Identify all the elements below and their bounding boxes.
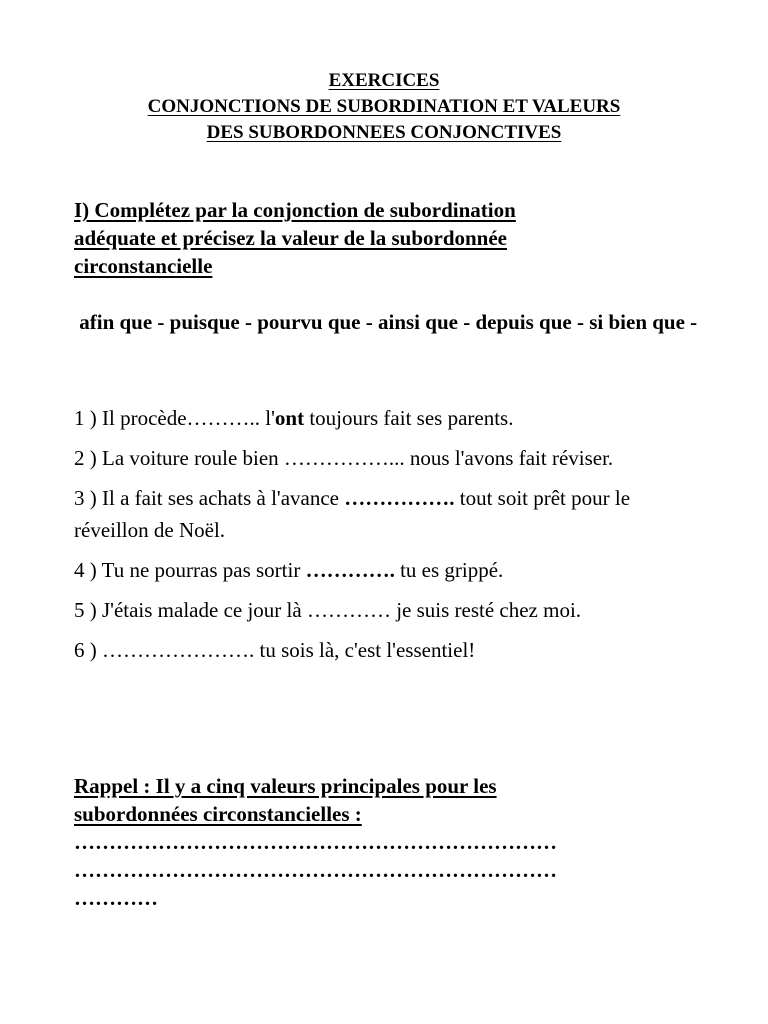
exercise-text: 3 ) Il a fait ses achats à l'avance bbox=[74, 486, 345, 510]
title-line-2: CONJONCTIONS DE SUBORDINATION ET VALEURS bbox=[147, 96, 621, 117]
exercise-item-3 bbox=[74, 482, 704, 546]
answer-dots-line-3: ………… bbox=[74, 886, 158, 910]
exercise-text: 5 ) J'étais malade ce jour là ………… je suis resté chez moi. bbox=[74, 598, 582, 622]
title-line-1: EXERCICES bbox=[328, 70, 440, 91]
exercise-bold-text: ont bbox=[274, 406, 305, 430]
exercise-item-5 bbox=[74, 594, 704, 626]
exercise-text: 6 ) …………………. tu sois là, c'est l'essentiel! bbox=[74, 638, 476, 662]
exercise-text: 4 ) Tu ne pourras pas sortir bbox=[74, 558, 306, 582]
exercise-item-2 bbox=[74, 442, 704, 474]
exercise-item-4 bbox=[74, 554, 704, 586]
rappel-title-line-2: subordonnées circonstancielles : bbox=[74, 802, 362, 826]
instruction-line-3: circonstancielle bbox=[74, 254, 213, 278]
answer-dots-line-1: …………………………………………………………… bbox=[74, 830, 557, 854]
exercise-text: 2 ) La voiture roule bien ……………... nous l'avons fait réviser. bbox=[74, 446, 614, 470]
exercise-bold-text: ……………. bbox=[344, 486, 455, 510]
rappel-section bbox=[74, 772, 714, 912]
exercise-list bbox=[74, 402, 704, 674]
document-title bbox=[0, 68, 768, 146]
exercise-text: toujours fait ses parents. bbox=[304, 406, 514, 430]
title-line-3: DES SUBORDONNEES CONJONCTIVES bbox=[206, 122, 562, 143]
answer-dots-line-2: …………………………………………………………… bbox=[74, 858, 557, 882]
section-1-instruction bbox=[74, 196, 714, 280]
exercise-bold-text: …………. bbox=[305, 558, 395, 582]
instruction-line-1: I) Complétez par la conjonction de subordination bbox=[74, 198, 516, 222]
exercise-item-1 bbox=[74, 402, 704, 434]
exercise-text: tout soit prêt pour le réveillon de Noël. bbox=[74, 486, 631, 542]
exercise-item-6 bbox=[74, 634, 704, 666]
rappel-title-line-1: Rappel : Il y a cinq valeurs principales pour les bbox=[74, 774, 497, 798]
exercise-text: tu es grippé. bbox=[394, 558, 504, 582]
instruction-line-2: adéquate et précisez la valeur de la subordonnée bbox=[74, 226, 508, 250]
conjunction-word-bank: afin que - puisque - pourvu que - ainsi que - depuis que - si bien que - bbox=[74, 310, 698, 334]
exercise-text: 1 ) Il procède……….. l' bbox=[74, 406, 275, 430]
